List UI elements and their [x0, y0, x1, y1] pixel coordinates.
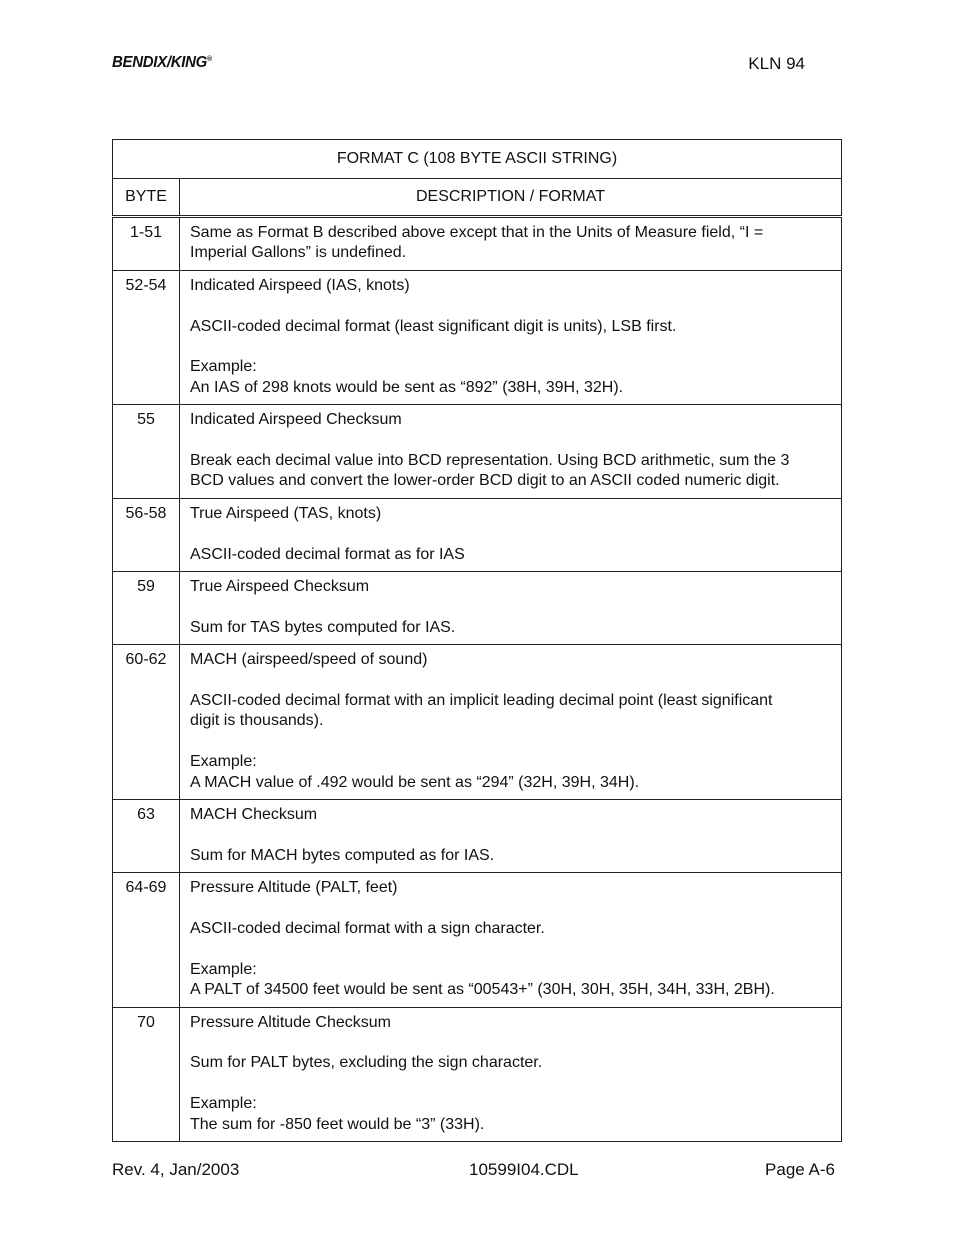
table-title-row	[113, 140, 842, 179]
description-paragraph	[190, 1094, 831, 1135]
table-row	[113, 572, 842, 645]
model-name: KLN 94	[748, 54, 805, 73]
description-line: Example:	[190, 1095, 257, 1113]
description-line: digit is thousands).	[190, 712, 324, 730]
description-paragraph	[190, 878, 831, 898]
format-c-table	[112, 139, 842, 1142]
description-paragraph	[190, 846, 831, 866]
description-line: ASCII-coded decimal format as for IAS	[190, 545, 465, 563]
description-cell	[180, 873, 842, 1007]
description-line: Sum for PALT bytes, excluding the sign character.	[190, 1054, 543, 1072]
table-row	[113, 1007, 842, 1141]
description-cell	[180, 572, 842, 645]
table-row	[113, 645, 842, 800]
brand-name: BENDIX/KING	[112, 53, 208, 72]
description-line: Pressure Altitude Checksum	[190, 1013, 391, 1031]
byte-range-cell: 59	[113, 572, 180, 645]
description-paragraph	[190, 504, 831, 524]
description-line: Pressure Altitude (PALT, feet)	[190, 879, 398, 897]
table-row	[113, 873, 842, 1007]
byte-range-cell: 63	[113, 800, 180, 873]
description-paragraph	[190, 1013, 831, 1033]
table-row	[113, 217, 842, 271]
byte-range-cell: 70	[113, 1007, 180, 1141]
description-line: BCD values and convert the lower-order BCD digit to an ASCII coded numeric digit.	[190, 472, 780, 490]
description-line: An IAS of 298 knots would be sent as “892” (38H, 39H, 32H).	[190, 378, 624, 396]
description-line: Indicated Airspeed Checksum	[190, 411, 402, 429]
description-line: Imperial Gallons” is undefined.	[190, 244, 407, 262]
description-paragraph	[190, 919, 831, 939]
description-paragraph	[190, 451, 831, 492]
table-row	[113, 800, 842, 873]
description-line: MACH Checksum	[190, 806, 318, 824]
description-line: A PALT of 34500 feet would be sent as “00543+” (30H, 30H, 35H, 34H, 33H, 2BH).	[190, 981, 775, 999]
table-title: FORMAT C (108 BYTE ASCII STRING)	[113, 140, 842, 179]
byte-range-cell: 1-51	[113, 217, 180, 271]
description-cell	[180, 270, 842, 404]
description-cell	[180, 217, 842, 271]
table-header-row	[113, 179, 842, 217]
description-paragraph	[190, 618, 831, 638]
description-line: ASCII-coded decimal format with an implicit leading decimal point (least significant	[190, 692, 773, 710]
description-line: True Airspeed (TAS, knots)	[190, 504, 382, 522]
description-paragraph	[190, 1053, 831, 1073]
bendix-king-logo	[112, 54, 212, 72]
description-cell	[180, 405, 842, 499]
description-paragraph	[190, 223, 831, 264]
byte-range-cell: 64-69	[113, 873, 180, 1007]
byte-column-header: BYTE	[113, 179, 180, 217]
description-line: Same as Format B described above except that in the Units of Measure field, “I =	[190, 224, 764, 241]
description-paragraph	[190, 577, 831, 597]
page-number: Page A-6	[765, 1160, 835, 1179]
byte-range-cell: 55	[113, 405, 180, 499]
description-cell	[180, 800, 842, 873]
description-line: Indicated Airspeed (IAS, knots)	[190, 276, 410, 294]
description-paragraph	[190, 752, 831, 793]
description-line: Example:	[190, 358, 257, 376]
description-line: A MACH value of .492 would be sent as “294” (32H, 39H, 34H).	[190, 773, 640, 791]
table-row	[113, 270, 842, 404]
description-paragraph	[190, 691, 831, 732]
description-line: ASCII-coded decimal format (least significant digit is units), LSB first.	[190, 317, 677, 335]
description-cell	[180, 1007, 842, 1141]
table-row	[113, 498, 842, 571]
revision-label: Rev. 4, Jan/2003	[112, 1160, 240, 1179]
byte-range-cell: 56-58	[113, 498, 180, 571]
byte-range-cell: 52-54	[113, 270, 180, 404]
description-paragraph	[190, 805, 831, 825]
registered-mark: ®	[207, 55, 212, 64]
description-line: True Airspeed Checksum	[190, 578, 370, 596]
description-paragraph	[190, 317, 831, 337]
description-line: Sum for TAS bytes computed for IAS.	[190, 618, 456, 636]
document-id: 10599I04.CDL	[469, 1160, 579, 1179]
description-paragraph	[190, 357, 831, 398]
description-line: ASCII-coded decimal format with a sign character.	[190, 920, 545, 938]
byte-range-cell: 60-62	[113, 645, 180, 800]
description-paragraph	[190, 650, 831, 670]
description-line: MACH (airspeed/speed of sound)	[190, 651, 428, 669]
description-paragraph	[190, 545, 831, 565]
description-paragraph	[190, 276, 831, 296]
description-line: Sum for MACH bytes computed as for IAS.	[190, 846, 495, 864]
description-line: Example:	[190, 960, 257, 978]
description-column-header: DESCRIPTION / FORMAT	[180, 179, 842, 217]
description-paragraph	[190, 410, 831, 430]
description-line: The sum for -850 feet would be “3” (33H).	[190, 1115, 485, 1133]
description-line: Example:	[190, 753, 257, 771]
description-cell	[180, 498, 842, 571]
table-row	[113, 405, 842, 499]
description-paragraph	[190, 960, 831, 1001]
description-cell	[180, 645, 842, 800]
description-line: Break each decimal value into BCD representation. Using BCD arithmetic, sum the 3	[190, 452, 790, 470]
